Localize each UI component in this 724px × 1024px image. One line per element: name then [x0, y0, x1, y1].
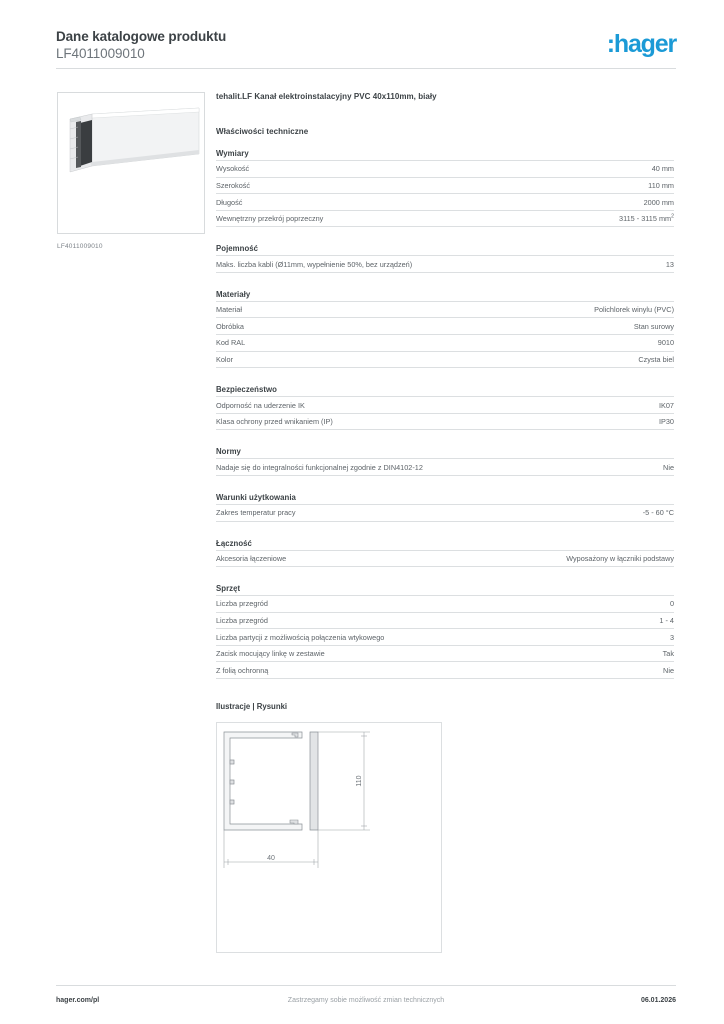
- spec-table: [216, 595, 674, 679]
- table-row: [216, 161, 674, 178]
- header-divider: [56, 68, 676, 69]
- product-photo-trunking: [62, 106, 200, 174]
- spec-group-title: Pojemność: [216, 244, 259, 254]
- spec-table: [216, 301, 674, 368]
- footer-disclaimer: Zastrzegamy sobie możliwość zmian technicznych: [287, 997, 445, 1004]
- product-figure: [57, 92, 205, 250]
- table-row: [216, 318, 674, 335]
- spec-value-text: 3115 - 3115 mm: [619, 214, 672, 224]
- spec-group: [216, 385, 674, 430]
- table-row: [216, 596, 674, 613]
- spec-label: Klasa ochrony przed wnikaniem (IP): [216, 417, 333, 427]
- spec-value: Nie: [663, 665, 674, 675]
- table-row: [216, 612, 674, 629]
- table-row: [216, 629, 674, 646]
- spec-label: Maks. liczba kabli (Ø11mm, wypełnienie 50%, bez urządzeń): [216, 259, 413, 269]
- spec-label: Wysokość: [216, 164, 250, 174]
- table-row: [216, 194, 674, 211]
- spec-value: 2000 mm: [643, 197, 674, 207]
- spec-label: Liczba partycji z możliwością połączenia wtykowego: [216, 632, 385, 642]
- spec-label: Zacisk mocujący linkę w zestawie: [216, 649, 325, 659]
- table-row: [216, 210, 674, 227]
- spec-group-title: Wymiary: [216, 149, 249, 158]
- footer-date: 06.01.2026: [640, 997, 676, 1004]
- spec-group: [216, 447, 674, 476]
- spec-label: Akcesoria łączeniowe: [216, 553, 287, 563]
- spec-group-title: Łączność: [216, 538, 252, 548]
- table-row: [216, 413, 674, 430]
- spec-value: Tak: [662, 649, 674, 659]
- product-name: tehalit.LF Kanał elektroinstalacyjny PVC 40x110mm, biały: [216, 92, 437, 101]
- spec-group-title: Bezpieczeństwo: [216, 385, 277, 395]
- spec-table: [216, 396, 674, 430]
- illustration-frame: [216, 722, 442, 953]
- page-title: Dane katalogowe produktu: [56, 29, 227, 44]
- product-reference: LF4011009010: [56, 46, 145, 61]
- illustrations-section: [216, 702, 674, 953]
- spec-groups: [216, 149, 674, 679]
- table-row: [216, 301, 674, 318]
- spec-value-superscript: 2: [671, 213, 674, 220]
- spec-group-title: Sprzęt: [216, 584, 241, 594]
- spec-value: 13: [665, 259, 674, 269]
- spec-table: [216, 504, 674, 522]
- spec-label: Kod RAL: [216, 338, 246, 348]
- spec-label: Długość: [216, 197, 243, 207]
- spec-value: Wyposażony w łączniki podstawy: [566, 553, 674, 563]
- spec-label: Kolor: [216, 355, 234, 365]
- spec-label: Szerokość: [216, 180, 251, 190]
- table-row: [216, 335, 674, 352]
- spec-value: IP30: [658, 417, 674, 427]
- table-row: [216, 550, 674, 567]
- drawing-height-label: 110: [356, 775, 363, 787]
- illustrations-title: Ilustracje | Rysunki: [216, 701, 288, 711]
- spec-value: 9010: [657, 338, 674, 348]
- header-titles: [56, 28, 226, 62]
- product-image-caption: LF4011009010: [57, 243, 103, 250]
- spec-value: 40 mm: [651, 164, 674, 174]
- spec-group-title: Warunki użytkowania: [216, 492, 296, 502]
- spec-table: [216, 160, 674, 227]
- spec-group: [216, 290, 674, 368]
- spec-group: [216, 493, 674, 522]
- hager-logo: :hager: [606, 30, 676, 58]
- spec-value: 3: [669, 632, 674, 642]
- spec-label: Nadaje się do integralności funkcjonalnej zgodnie z DIN4102-12: [216, 462, 423, 472]
- spec-value: Czysta biel: [638, 355, 674, 365]
- table-row: [216, 351, 674, 368]
- spec-label: Wewnętrzny przekrój poprzeczny: [216, 214, 324, 224]
- spec-group-title: Normy: [216, 447, 241, 457]
- spec-table: [216, 255, 674, 273]
- table-row: [216, 256, 674, 273]
- spec-table: [216, 550, 674, 568]
- drawing-width-label: 40: [267, 854, 275, 862]
- spec-label: Materiał: [216, 305, 242, 315]
- page-footer: [56, 997, 676, 1009]
- table-row: [216, 459, 674, 476]
- spec-label: Liczba przegród: [216, 616, 268, 626]
- table-row: [216, 504, 674, 521]
- table-row: [216, 397, 674, 414]
- spec-label: Zakres temperatur pracy: [216, 508, 296, 518]
- spec-value: 110 mm: [648, 180, 674, 190]
- spec-table: [216, 458, 674, 476]
- spec-label: Obróbka: [216, 321, 244, 331]
- spec-group: [216, 584, 674, 679]
- spec-value: IK07: [658, 400, 674, 410]
- spec-value: 0: [669, 599, 674, 609]
- technical-drawing: [218, 724, 440, 951]
- spec-label: Odporność na uderzenie IK: [216, 400, 305, 410]
- spec-value: Stan surowy: [633, 321, 674, 331]
- spec-label: Liczba przegród: [216, 599, 268, 609]
- table-row: [216, 645, 674, 662]
- spec-group: [216, 539, 674, 568]
- spec-group-title: Materiały: [216, 289, 251, 299]
- spec-group: [216, 149, 674, 227]
- product-image-frame: [57, 92, 205, 234]
- spec-content: [216, 92, 674, 953]
- technical-properties-title: Właściwości techniczne: [216, 127, 309, 136]
- footer-divider: [56, 985, 676, 986]
- spec-group: [216, 244, 674, 273]
- spec-value: 1 - 4: [659, 616, 674, 626]
- footer-website[interactable]: hager.com/pl: [56, 997, 100, 1004]
- spec-value: Nie: [663, 462, 674, 472]
- spec-value: -5 - 60 °C: [642, 508, 674, 518]
- spec-label: Z folią ochronną: [216, 665, 269, 675]
- table-row: [216, 662, 674, 679]
- spec-value: Polichlorek winylu (PVC): [594, 305, 674, 315]
- spec-value: [445, 210, 674, 227]
- table-row: [216, 177, 674, 194]
- page-header: [56, 28, 676, 72]
